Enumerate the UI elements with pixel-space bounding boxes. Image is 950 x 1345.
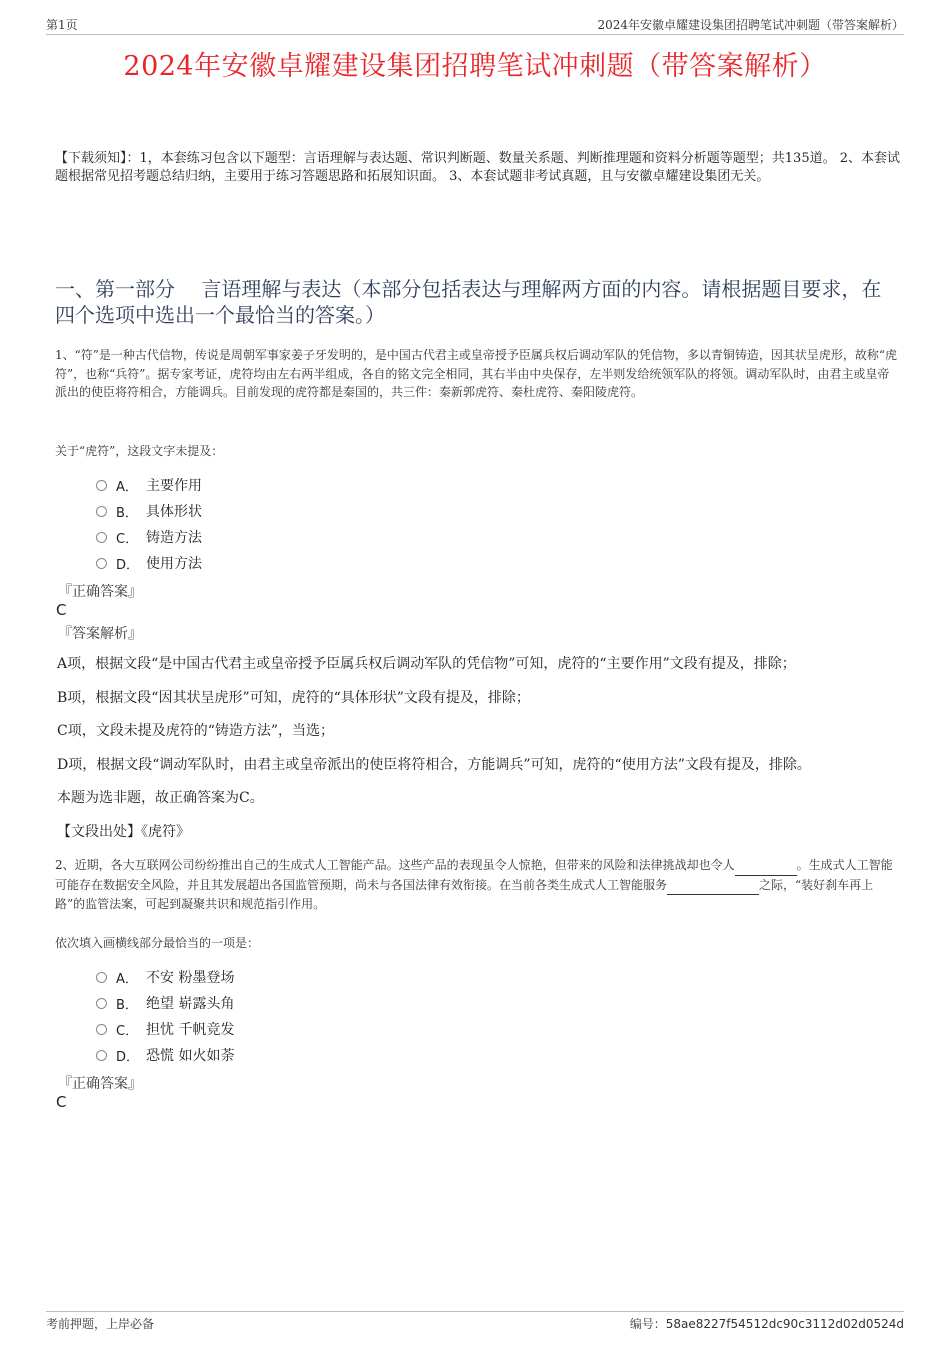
footer-code-label: 编号： (629, 1317, 666, 1331)
option-key: D． (116, 557, 140, 573)
q2-text-part-3: 之际，“装好刹车再上路”的监管法案，可起到凝聚共识和规范指引作用。 (55, 877, 874, 912)
page-number: 第1页 (46, 18, 78, 32)
question-1-prompt: 关于“虎符”，这段文字未提及： (55, 444, 224, 458)
option-key: C． (116, 1023, 139, 1039)
radio-icon[interactable] (96, 558, 107, 569)
q1-analysis-d: D项，根据文段“调动军队时，由君主或皇帝派出的使臣将符相合，方能调兵”可知，虎符的“使用方法”文段有提及，排除。 (57, 757, 811, 773)
option-text: 主要作用 (146, 478, 202, 494)
q1-analysis-label: 『答案解析』 (58, 626, 142, 642)
q2-option-d[interactable] (96, 1042, 596, 1068)
footer-code (630, 1315, 904, 1332)
page-footer (46, 1311, 904, 1335)
q1-analysis-a: A项，根据文段“是中国古代君主或皇帝授予臣属兵权后调动军队的凭信物”可知，虎符的“主要作用”文段有提及，排除； (57, 656, 796, 672)
q2-answer-value: C (56, 1093, 67, 1111)
q2-text-part-2: 。生成式人工智能可能存在数据安全风险，并且其发展超出各国监管预期，尚未与各国法律有效衔接。在当前各类生成式人工智能服务 (55, 858, 893, 892)
q1-option-c[interactable] (96, 524, 596, 550)
question-1-options (96, 472, 596, 576)
option-text: 恐慌 如火如荼 (146, 1048, 235, 1064)
page-title: 2024年安徽卓耀建设集团招聘笔试冲刺题（带答案解析） (123, 51, 827, 82)
q1-analysis-b: B项，根据文段“因其状呈虎形”可知，虎符的“具体形状”文段有提及，排除； (57, 690, 530, 706)
q2-text-part-1: 2、近期，各大互联网公司纷纷推出自己的生成式人工智能产品。这些产品的表现虽令人惊艳，但带来的风险和法律挑战却也令人 (55, 858, 735, 872)
option-key: A． (116, 971, 138, 987)
option-text: 绝望 崭露头角 (146, 996, 235, 1012)
option-key: A． (116, 479, 138, 495)
q1-answer-value: C (56, 601, 67, 619)
question-1-text: 1、“符”是一种古代信物，传说是周朝军事家姜子牙发明的，是中国古代君主或皇帝授予臣属兵权后调动军队的凭信物，多以青铜铸造，因其状呈虎形，故称“虎符”，也称“兵符”。据专家考证，虎符均由左右两半组成，各自的铭文完全相同，其右半由中央保存，左半则发给统领军队的将领。调动军队时，由君主或皇帝派出的使臣将符相合，方能调兵。目前发现的虎符都是秦国的，共三件：秦新郭虎符、秦杜虎符、秦阳陵虎符。 (55, 348, 898, 400)
radio-icon[interactable] (96, 480, 107, 491)
question-2-text (55, 856, 900, 914)
option-key: D． (116, 1049, 140, 1065)
q2-option-c[interactable] (96, 1016, 596, 1042)
fill-blank-2 (667, 876, 759, 896)
q2-answer-label: 『正确答案』 (58, 1076, 142, 1092)
fill-blank-1 (735, 856, 797, 876)
q1-analysis-conclusion: 本题为选非题，故正确答案为C。 (57, 790, 264, 806)
footer-slogan: 考前押题，上岸必备 (46, 1317, 155, 1331)
radio-icon[interactable] (96, 532, 107, 543)
q2-option-a[interactable] (96, 964, 596, 990)
section-heading: 一、第一部分 言语理解与表达（本部分包括表达与理解两方面的内容。请根据题目要求，在四个选项中选出一个最恰当的答案。） (55, 277, 882, 327)
page-header (46, 14, 904, 35)
question-2-options (96, 964, 596, 1068)
radio-icon[interactable] (96, 1050, 107, 1061)
footer-code-value: 58ae8227f54512dc90c3112d02d0524d (665, 1317, 904, 1331)
option-key: B． (116, 997, 138, 1013)
option-text: 使用方法 (146, 556, 202, 572)
q2-option-b[interactable] (96, 990, 596, 1016)
q1-option-d[interactable] (96, 550, 596, 576)
question-2-prompt: 依次填入画横线部分最恰当的一项是： (55, 936, 260, 950)
option-text: 不安 粉墨登场 (146, 970, 235, 986)
radio-icon[interactable] (96, 1024, 107, 1035)
option-key: C． (116, 531, 139, 547)
q1-answer-label: 『正确答案』 (58, 584, 142, 600)
q1-option-b[interactable] (96, 498, 596, 524)
q1-source: 【文段出处】《虎符》 (57, 824, 190, 840)
header-doc-title: 2024年安徽卓耀建设集团招聘笔试冲刺题（带答案解析） (597, 18, 904, 32)
option-text: 担忧 千帆竞发 (146, 1022, 235, 1038)
q1-option-a[interactable] (96, 472, 596, 498)
q1-analysis-c: C项，文段未提及虎符的“铸造方法”，当选； (57, 723, 335, 739)
radio-icon[interactable] (96, 506, 107, 517)
option-text: 铸造方法 (146, 530, 202, 546)
download-notice: 【下载须知】：1，本套练习包含以下题型：言语理解与表达题、常识判断题、数量关系题、判断推理题和资料分析题等题型；共135道。 2、本套试题根据常见招考题总结归纳，主要用于练习答题思路和拓展知识面。 3、本套试题非考试真题，且与安徽卓耀建设集团无关。 (55, 151, 900, 184)
radio-icon[interactable] (96, 998, 107, 1009)
option-key: B． (116, 505, 138, 521)
radio-icon[interactable] (96, 972, 107, 983)
option-text: 具体形状 (146, 504, 202, 520)
